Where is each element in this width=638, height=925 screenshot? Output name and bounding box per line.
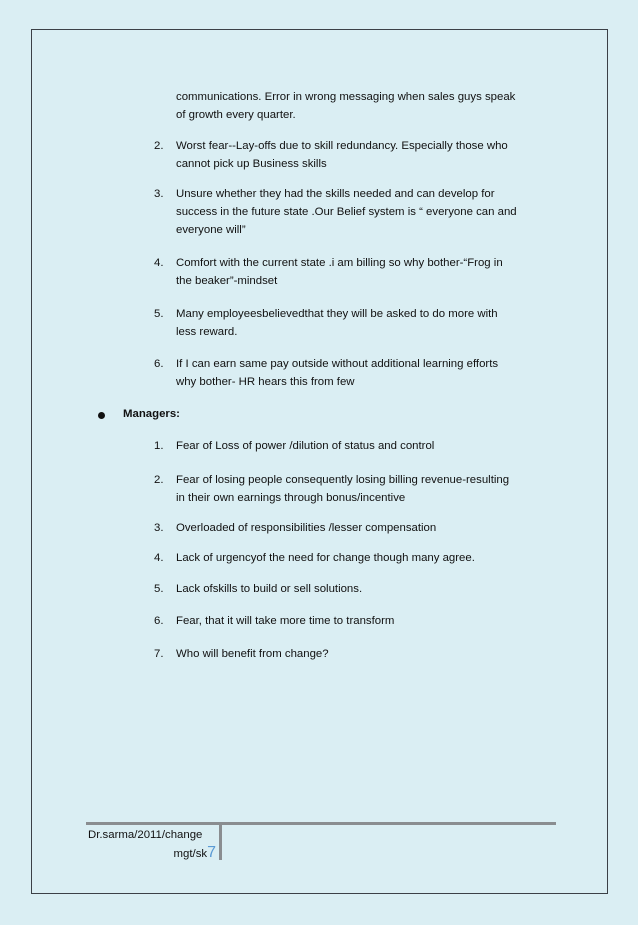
item-text: Lack of urgencyof the need for change though many agree.	[176, 552, 475, 564]
item-number: 5.	[154, 308, 164, 320]
item-text: Worst fear--Lay-offs due to skill redundancy. Especially those who	[176, 140, 508, 152]
bullet-icon	[98, 412, 105, 419]
item-text: Comfort with the current state .i am billing so why bother-“Frog in	[176, 257, 503, 269]
item-text: success in the future state .Our Belief system is “ everyone can and	[176, 206, 517, 218]
item-text: less reward.	[176, 326, 238, 338]
item-text: why bother- HR hears this from few	[176, 376, 355, 388]
footer	[88, 826, 216, 863]
item-text: Overloaded of responsibilities /lesser compensation	[176, 522, 437, 534]
item-text: Fear of Loss of power /dilution of status and control	[176, 440, 435, 452]
item-number: 3.	[154, 522, 164, 534]
item-number: 2.	[154, 140, 164, 152]
item-number: 3.	[154, 188, 164, 200]
item-text: in their own earnings through bonus/incentive	[176, 492, 406, 504]
item-text: Fear, that it will take more time to transform	[176, 615, 395, 627]
item-number: 6.	[154, 358, 164, 370]
item-text: Who will benefit from change?	[176, 648, 329, 660]
intro-line: communications. Error in wrong messaging when sales guys speak	[176, 91, 516, 103]
page-number: 7	[207, 844, 216, 861]
item-number: 5.	[154, 583, 164, 595]
item-number: 7.	[154, 648, 164, 660]
item-text: Lack ofskills to build or sell solutions.	[176, 583, 363, 595]
item-number: 4.	[154, 257, 164, 269]
item-text: Many employeesbelievedthat they will be asked to do more with	[176, 308, 498, 320]
footer-line	[88, 844, 216, 863]
item-text: Unsure whether they had the skills needed and can develop for	[176, 188, 495, 200]
footer-author: mgt/sk	[173, 848, 208, 860]
managers-heading: Managers:	[123, 408, 180, 420]
item-number: 2.	[154, 474, 164, 486]
item-number: 1.	[154, 440, 164, 452]
item-text: If I can earn same pay outside without additional learning efforts	[176, 358, 499, 370]
intro-line: of growth every quarter.	[176, 109, 296, 121]
footer-rule	[86, 822, 556, 825]
item-text: everyone will”	[176, 224, 246, 236]
footer-line: Dr.sarma/2011/change	[88, 829, 203, 841]
item-text: the beaker”-mindset	[176, 275, 278, 287]
item-number: 4.	[154, 552, 164, 564]
item-number: 6.	[154, 615, 164, 627]
item-text: Fear of losing people consequently losing billing revenue-resulting	[176, 474, 510, 486]
item-text: cannot pick up Business skills	[176, 158, 327, 170]
footer-divider	[219, 825, 222, 860]
